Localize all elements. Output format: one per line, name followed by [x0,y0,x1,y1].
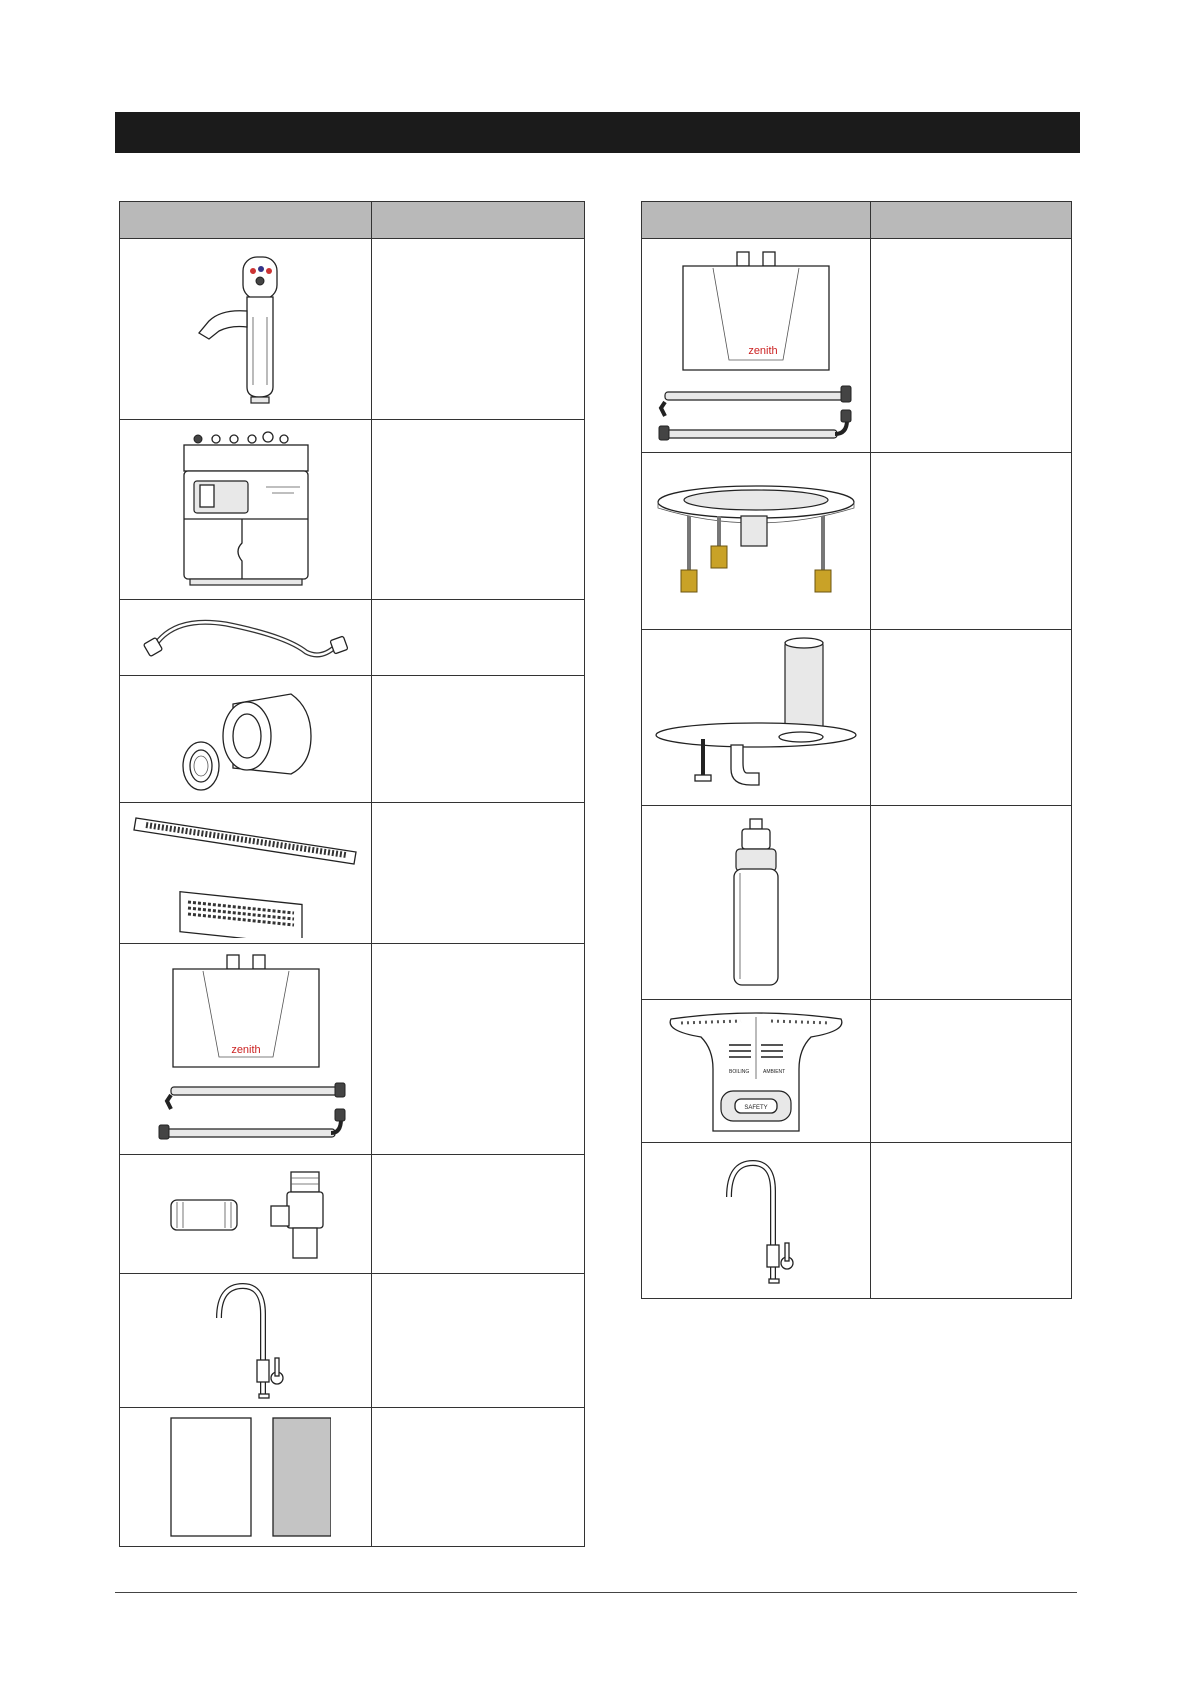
table-row [120,600,585,676]
tap-control-handle-image [661,1009,851,1134]
flexible-hose-cell [120,600,372,676]
boiling-label: BOILING [729,1068,750,1075]
table-row [120,239,585,420]
filter-housing-image [651,246,861,446]
mounting-plate-filter-description [871,630,1072,806]
table-row [642,1143,1072,1299]
flexible-hose-image [136,608,356,668]
footer-rule [115,1592,1077,1593]
pipe-fittings-description [372,676,585,803]
table-row [120,676,585,803]
table-row [120,944,585,1155]
filter-housing-description [372,944,585,1155]
ventilation-grilles-cell [120,803,372,944]
pipe-fittings-cell [120,676,372,803]
documentation-cell [120,1408,372,1547]
mixer-tap-image [701,1151,811,1291]
tap-control-handle-cell [642,1000,871,1143]
mounting-plate-image [651,466,861,616]
chiller-boiler-image [176,427,316,592]
mixer-tap-cell [120,1274,372,1408]
brand-logo: zenith [748,344,778,357]
mounting-plate-description [871,453,1072,630]
chiller-boiler-description [372,420,585,600]
tap-control-handle-description [871,1000,1072,1143]
filter-cartridge-image [696,813,816,993]
documentation-description [372,1408,585,1547]
mounting-plate-filter-image [651,635,861,800]
safety-label: SAFETY [744,1104,768,1111]
mounting-plate-cell [642,453,871,630]
table-row [642,453,1072,630]
table-header-row [642,202,1072,239]
table-row [120,1274,585,1408]
boiling-tap-image [181,247,311,412]
documentation-image [161,1416,331,1538]
header-item [642,202,871,239]
brand-logo: zenith [230,1044,261,1056]
table-row [642,1000,1072,1143]
table-row [642,630,1072,806]
section-title-bar [115,112,1080,153]
header-item [120,202,372,239]
table-row [120,1155,585,1274]
flexible-hose-description [372,600,585,676]
table-row [120,803,585,944]
valve-tee-cell [120,1155,372,1274]
parts-table-left [119,201,585,1547]
chiller-boiler-cell [120,420,372,600]
table-row [642,806,1072,1000]
header-description [372,202,585,239]
table-header-row [120,202,585,239]
filter-housing-description [871,239,1072,453]
table-row [642,239,1072,453]
mixer-tap-cell [642,1143,871,1299]
filter-housing-cell [120,944,372,1155]
filter-housing-image [141,949,351,1149]
valve-tee-description [372,1155,585,1274]
filter-cartridge-cell [642,806,871,1000]
ambient-label: AMBIENT [763,1068,786,1075]
boiling-tap-cell [120,239,372,420]
valve-tee-image [141,1162,351,1267]
pipe-fittings-image [151,682,341,797]
table-row [120,1408,585,1547]
mixer-tap-description [372,1274,585,1408]
parts-table-right [641,201,1072,1299]
mixer-tap-description [871,1143,1072,1299]
filter-cartridge-description [871,806,1072,1000]
mounting-plate-filter-cell [642,630,871,806]
mixer-tap-image [191,1278,301,1403]
table-row [120,420,585,600]
ventilation-grilles-image [126,808,366,938]
header-description [871,202,1072,239]
filter-housing-cell [642,239,871,453]
boiling-tap-description [372,239,585,420]
ventilation-grilles-description [372,803,585,944]
